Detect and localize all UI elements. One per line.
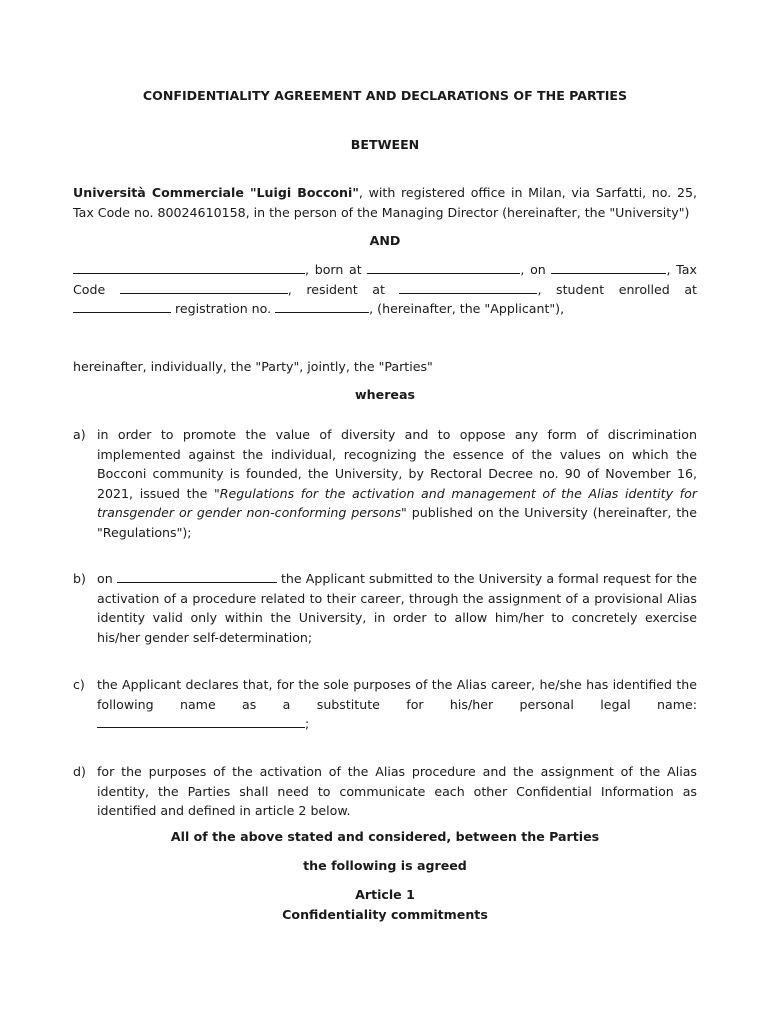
- on-label: , on: [520, 262, 546, 277]
- agreed-heading: the following is agreed: [303, 858, 467, 873]
- resident-at-label: , resident at: [287, 281, 385, 297]
- item-text: [97, 569, 697, 647]
- birthplace-field[interactable]: [367, 262, 520, 274]
- alias-name-field[interactable]: [97, 716, 305, 728]
- article-number: Article 1: [355, 887, 415, 902]
- registration-no-label: registration no.: [175, 301, 272, 316]
- item-text: [97, 425, 697, 542]
- born-at-label: , born at: [305, 262, 362, 277]
- and-heading: AND: [369, 233, 401, 248]
- item-label: b): [73, 571, 86, 586]
- item-text: for the purposes of the activation of the Alias procedure and the assignment of the Alias identity, the Parties shall need to communicate each other Confidential Information as identified and defined in article 2 below.: [97, 764, 697, 818]
- applicant-name-field[interactable]: [73, 262, 305, 274]
- tax-label: , Tax: [666, 262, 697, 277]
- item-label: a): [73, 427, 86, 442]
- birthdate-field[interactable]: [551, 262, 666, 274]
- student-enrolled-label: , student enrolled at: [537, 281, 697, 297]
- item-label: d): [73, 764, 86, 779]
- regulations-title: Regulations for the activation and management of the Alias identity for transgender or gender non-conforming persons: [97, 485, 697, 520]
- document-title: CONFIDENTIALITY AGREEMENT AND DECLARATIONS OF THE PARTIES: [142, 88, 628, 103]
- item-b-prefix: on: [97, 571, 113, 586]
- item-text: [97, 675, 697, 734]
- applicant-paragraph: [73, 260, 697, 319]
- parties-definition: hereinafter, individually, the "Party", jointly, the "Parties": [73, 359, 433, 374]
- between-heading: BETWEEN: [350, 137, 420, 152]
- applicant-hereinafter: , (hereinafter, the "Applicant"),: [369, 301, 565, 316]
- whereas-heading: whereas: [355, 387, 415, 402]
- article-heading: Confidentiality commitments: [282, 907, 488, 922]
- item-b-text: the Applicant submitted to the University a formal request for the activation of a procedure related to their career, through the assignment of a provisional Alias identity valid only within the University, in order to allow him/her to concretely exercise his/her gender self-determination;: [97, 571, 697, 645]
- applicant-line-1: [73, 260, 697, 280]
- item-c-end: ;: [305, 716, 310, 731]
- code-label: Code: [73, 281, 106, 297]
- applicant-line-3: [73, 299, 697, 319]
- item-c-name-line: [97, 714, 697, 734]
- request-date-field[interactable]: [117, 571, 277, 583]
- university-paragraph: [73, 183, 697, 222]
- enrolled-course-field[interactable]: [73, 301, 171, 313]
- item-c-text: the Applicant declares that, for the sole purposes of the Alias career, he/she has identified the following name as a substitute for his/her personal legal name:: [97, 677, 697, 712]
- tax-code-field[interactable]: [120, 282, 288, 294]
- considered-heading: All of the above stated and considered, between the Parties: [170, 829, 600, 844]
- university-name: Università Commerciale "Luigi Bocconi": [73, 185, 359, 200]
- residence-field[interactable]: [399, 282, 537, 294]
- item-a-text-end: " published on the University (hereinafter, the "Regulations");: [97, 505, 698, 540]
- item-a-text-start: in order to promote the value of diversity and to oppose any form of discrimination implemented against the individual, recognizing the essence of the values on which the Bocconi community is founded, the University, by Rectoral Decree no. 90 of November 16, 2021, issued the ": [97, 427, 697, 501]
- item-label: c): [73, 677, 85, 692]
- registration-number-field[interactable]: [275, 301, 369, 313]
- university-details: , with registered office in Milan, via Sarfatti, no. 25, Tax Code no. 80024610158, in the person of the Managing Director (hereinafter, the "University"): [73, 185, 697, 220]
- applicant-line-2: [73, 280, 697, 300]
